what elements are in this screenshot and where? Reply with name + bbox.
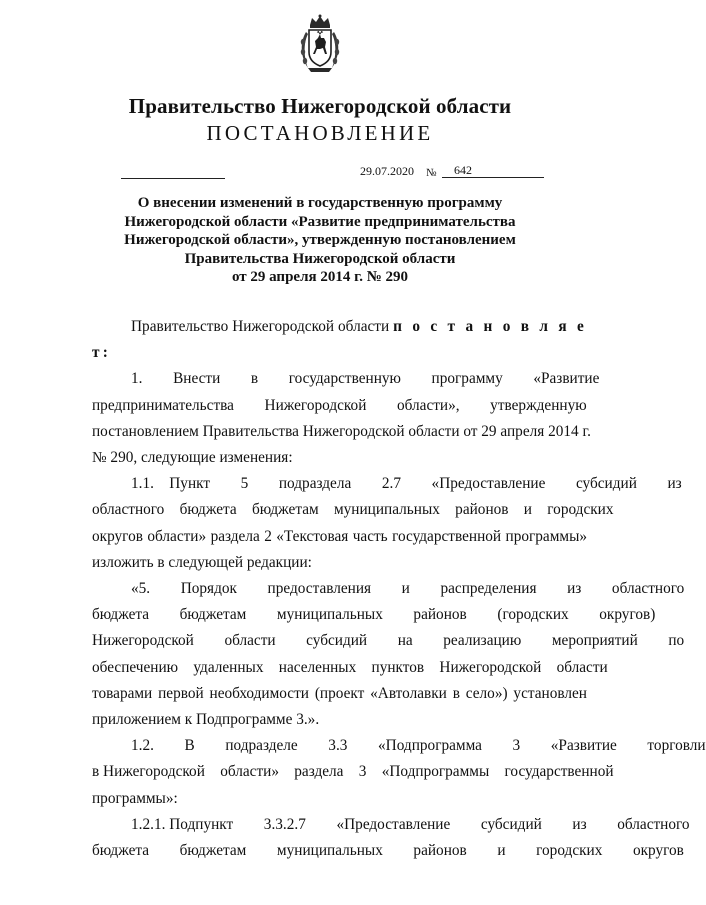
text-line: товарами первой необходимости (проект «Автолавки в село») установлен xyxy=(92,684,587,702)
title-line: Нижегородской области «Развитие предпринимательства xyxy=(124,213,516,230)
text-line: 1.2.1. Подпункт 3.3.2.7 «Предоставление субсидий из областного xyxy=(131,815,690,833)
title-line: Нижегородской области», утвержденную постановлением xyxy=(124,232,516,248)
text-line: бюджета бюджетам муниципальных районов (городских округов) xyxy=(92,606,656,624)
text-line: 1. Внести в государственную программу «Развитие xyxy=(131,370,600,388)
text-line: бюджета бюджетам муниципальных районов и городских округов xyxy=(92,842,684,860)
document-type: ПОСТАНОВЛЕНИЕ xyxy=(206,121,434,145)
number-sign: № xyxy=(426,167,437,179)
paragraph-quote-5 xyxy=(92,576,685,733)
date-left-blank-line xyxy=(121,178,225,179)
preamble-text: Правительство Нижегородской области xyxy=(131,318,394,335)
text-line: обеспечению удаленных населенных пунктов Нижегородской области xyxy=(92,658,608,676)
text-line: Нижегородской области субсидий на реализацию мероприятий по xyxy=(92,632,685,650)
paragraph-1-1 xyxy=(92,471,682,576)
title-line: Правительства Нижегородской области xyxy=(184,250,456,267)
coat-of-arms-icon xyxy=(298,14,342,76)
preamble-emphasis: п о с т а н о в л я е т: xyxy=(92,318,587,362)
preamble xyxy=(92,314,587,366)
document-number: 642 xyxy=(442,164,544,178)
text-line: № 290, следующие изменения: xyxy=(92,449,293,467)
document-title xyxy=(0,194,640,287)
document-date: 29.07.2020 xyxy=(360,164,414,178)
document-body xyxy=(92,314,706,864)
text-line: программы»: xyxy=(92,789,178,807)
text-line: областного бюджета бюджетам муниципальных районов и городских xyxy=(92,501,614,519)
text-line: приложением к Подпрограмме 3.». xyxy=(92,711,320,729)
text-line: постановлением Правительства Нижегородской области от 29 апреля 2014 г. xyxy=(92,422,591,440)
organization-name: Правительство Нижегородской области xyxy=(128,94,512,118)
text-line: 1.2. В подразделе 3.3 «Подпрограмма 3 «Развитие торговли xyxy=(131,737,706,755)
paragraph-1-2 xyxy=(92,733,706,812)
text-line: 1.1. Пункт 5 подраздела 2.7 «Предоставление субсидий из xyxy=(131,475,682,493)
text-line: изложить в следующей редакции: xyxy=(92,553,312,571)
paragraph-1 xyxy=(92,366,600,471)
paragraph-1-2-1 xyxy=(92,812,690,864)
title-line: О внесении изменений в государственную программу xyxy=(137,195,503,211)
text-line: округов области» раздела 2 «Текстовая часть государственной программы» xyxy=(92,527,587,545)
title-line: от 29 апреля 2014 г. № 290 xyxy=(231,269,409,285)
text-line: в Нижегородской области» раздела 3 «Подпрограммы государственной xyxy=(92,763,614,781)
text-line: «5. Порядок предоставления и распределения из областного xyxy=(131,580,685,598)
text-line: предпринимательства Нижегородской области», утвержденную xyxy=(92,396,587,414)
